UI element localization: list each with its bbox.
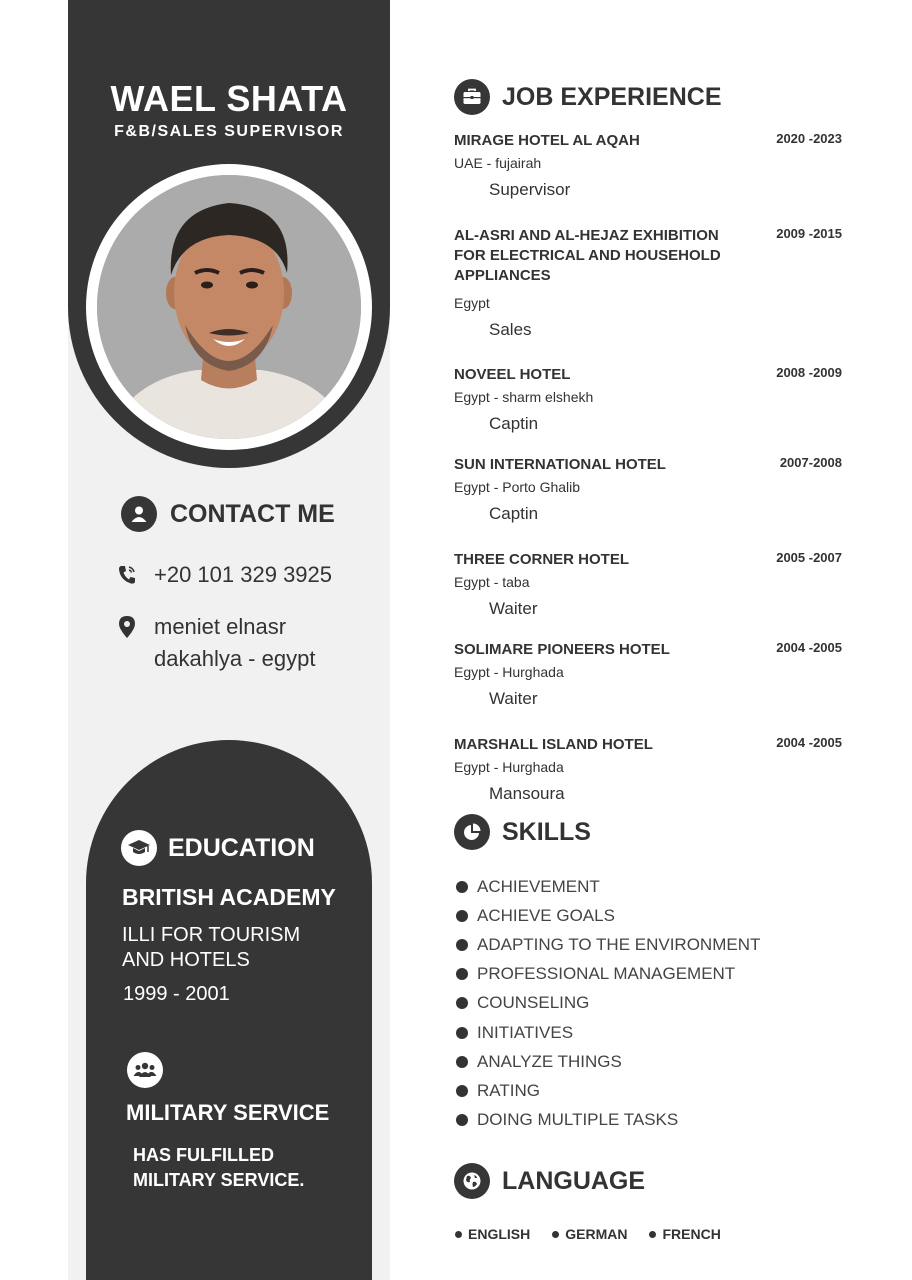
- profile-photo: [97, 175, 361, 439]
- person-icon: [121, 496, 157, 532]
- job-years: 2007-2008: [779, 455, 842, 470]
- job-role: Mansoura: [489, 784, 565, 803]
- language-heading: [454, 1163, 645, 1199]
- skill-label: ACHIEVEMENT: [477, 876, 600, 896]
- education-years: 1999 - 2001: [123, 983, 230, 1005]
- education-heading: [121, 830, 315, 866]
- phone-number: +20 101 329 3925: [154, 562, 333, 587]
- skills-list: [456, 872, 760, 1135]
- job-role: Waiter: [489, 689, 538, 708]
- job-company: MIRAGE HOTEL AL AQAH: [454, 132, 640, 149]
- military-text: [133, 1143, 353, 1193]
- pie-chart-icon: [454, 814, 490, 850]
- job-entry: [454, 640, 844, 709]
- skill-label: ADAPTING TO THE ENVIRONMENT: [477, 934, 761, 954]
- contact-heading-label: CONTACT ME: [170, 499, 335, 528]
- job-years: 2004 -2005: [776, 640, 842, 655]
- education-school: BRITISH ACADEMY: [122, 884, 336, 910]
- job-years: 2008 -2009: [776, 365, 842, 380]
- job-location: Egypt - Porto Ghalib: [454, 479, 581, 495]
- skill-label: ANALYZE THINGS: [477, 1051, 622, 1071]
- job-entry: [454, 226, 844, 340]
- bullet-dot: [455, 1231, 462, 1238]
- experience-heading: [454, 79, 722, 115]
- language-label: FRENCH: [662, 1226, 721, 1242]
- job-years: 2004 -2005: [776, 735, 842, 750]
- job-entry: [454, 365, 844, 434]
- military-text-line-1: HAS FULFILLED: [133, 1145, 274, 1165]
- skills-heading: [454, 814, 591, 850]
- education-heading-label: EDUCATION: [168, 833, 315, 862]
- bullet-dot: [456, 1027, 468, 1039]
- job-years: 2005 -2007: [776, 550, 842, 565]
- skill-item: [456, 960, 760, 989]
- skill-item: [456, 1106, 760, 1135]
- language-item: [552, 1226, 627, 1242]
- job-location: Egypt: [454, 295, 490, 311]
- job-location: UAE - fujairah: [454, 155, 542, 171]
- job-years: 2020 -2023: [776, 131, 842, 146]
- contact-phone[interactable]: [116, 559, 332, 591]
- bullet-dot: [649, 1231, 656, 1238]
- phone-icon: [116, 559, 138, 591]
- skill-item: [456, 1076, 760, 1105]
- skill-label: COUNSELING: [477, 993, 590, 1013]
- skills-heading-label: SKILLS: [502, 817, 591, 846]
- skill-item: [456, 1018, 760, 1047]
- skill-label: PROFESSIONAL MANAGEMENT: [477, 964, 736, 984]
- skill-item: [456, 901, 760, 930]
- job-entry: [454, 735, 844, 804]
- language-item: [649, 1226, 720, 1242]
- job-company: SUN INTERNATIONAL HOTEL: [454, 456, 666, 473]
- portrait-illustration: [97, 175, 361, 439]
- contact-heading: [121, 496, 335, 532]
- job-entry: [454, 131, 844, 200]
- job-location: Egypt - Hurghada: [454, 664, 564, 680]
- candidate-title: F&B/SALES SUPERVISOR: [114, 123, 344, 140]
- bullet-dot: [456, 881, 468, 893]
- military-heading: MILITARY SERVICE: [126, 1100, 330, 1125]
- job-role: Captin: [489, 504, 539, 523]
- language-list: [455, 1226, 743, 1242]
- graduation-cap-icon: [121, 830, 157, 866]
- bullet-dot: [456, 939, 468, 951]
- job-company: AL-ASRI AND AL-HEJAZ EXHIBITION FOR ELECTRICAL AND HOUSEHOLD APPLIANCES: [454, 227, 721, 284]
- address: [154, 611, 315, 675]
- contact-address: [116, 611, 315, 675]
- job-company: THREE CORNER HOTEL: [454, 551, 630, 568]
- address-line-1: meniet elnasr: [154, 614, 287, 639]
- job-location: Egypt - Hurghada: [454, 759, 564, 775]
- bullet-dot: [456, 1056, 468, 1068]
- job-location: Egypt - taba: [454, 574, 530, 590]
- globe-icon: [454, 1163, 490, 1199]
- education-program-line-2: AND HOTELS: [122, 949, 250, 971]
- job-role: Sales: [489, 320, 532, 339]
- language-label: GERMAN: [565, 1226, 628, 1242]
- military-text-line-2: MILITARY SERVICE.: [133, 1170, 305, 1190]
- candidate-name: WAEL SHATA: [110, 78, 348, 119]
- address-line-2: dakahlya - egypt: [154, 646, 316, 671]
- skill-label: DOING MULTIPLE TASKS: [477, 1110, 679, 1130]
- education-program: [122, 923, 362, 973]
- skill-item: [456, 1047, 760, 1076]
- experience-heading-label: JOB EXPERIENCE: [502, 82, 722, 111]
- skill-item: [456, 872, 760, 901]
- bullet-dot: [552, 1231, 559, 1238]
- language-label: ENGLISH: [468, 1226, 531, 1242]
- skill-label: RATING: [477, 1080, 540, 1100]
- job-location: Egypt - sharm elshekh: [454, 389, 594, 405]
- group-icon: [127, 1052, 163, 1088]
- job-role: Supervisor: [489, 180, 571, 199]
- skill-label: INITIATIVES: [477, 1022, 574, 1042]
- skill-item: [456, 989, 760, 1018]
- skill-label: ACHIEVE GOALS: [477, 905, 615, 925]
- bullet-dot: [456, 910, 468, 922]
- job-role: Captin: [489, 414, 539, 433]
- language-heading-label: LANGUAGE: [502, 1166, 646, 1195]
- bullet-dot: [456, 1085, 468, 1097]
- job-role: Waiter: [489, 599, 538, 618]
- job-years: 2009 -2015: [776, 226, 842, 241]
- job-company: SOLIMARE PIONEERS HOTEL: [454, 641, 670, 658]
- job-entry: [454, 455, 844, 524]
- job-company: NOVEEL HOTEL: [454, 366, 571, 383]
- job-company: MARSHALL ISLAND HOTEL: [454, 736, 653, 753]
- job-entry: [454, 550, 844, 619]
- bullet-dot: [456, 997, 468, 1009]
- education-program-line-1: ILLI FOR TOURISM: [122, 924, 301, 946]
- skill-item: [456, 930, 760, 959]
- education-panel: [86, 740, 372, 1280]
- language-item: [455, 1226, 530, 1242]
- location-pin-icon: [116, 611, 138, 643]
- briefcase-icon: [454, 79, 490, 115]
- bullet-dot: [456, 1114, 468, 1126]
- bullet-dot: [456, 968, 468, 980]
